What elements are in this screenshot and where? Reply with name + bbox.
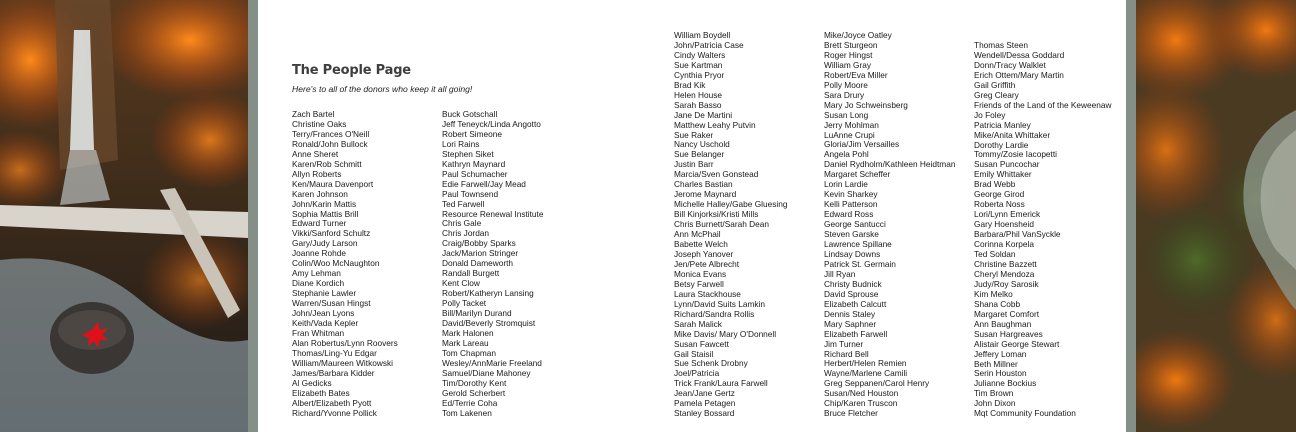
donor-name: Zach Bartel <box>292 109 335 119</box>
donor-name: Bill/Marilyn Durand <box>442 308 512 319</box>
donor-name: Albert/Elizabeth Pyott <box>292 397 372 408</box>
donor-name: Jim Turner <box>824 338 864 349</box>
donor-name: Gerold Scherbert <box>442 387 506 398</box>
donor-name: Emily Whittaker <box>974 169 1032 180</box>
donor-name: Joseph Yanover <box>674 248 734 259</box>
donor-name: Christine Bazzett <box>974 258 1037 269</box>
donor-name: Susan Hargreaves <box>974 328 1043 339</box>
donor-name: William Gray <box>824 59 872 70</box>
donor-name: Michelle Halley/Gabe Gluesing <box>674 199 788 210</box>
donor-name: Bill Kinjorksi/Kristi Mills <box>674 209 759 220</box>
page-border-right <box>1126 0 1136 432</box>
donor-name: Karen/Rob Schmitt <box>292 158 362 169</box>
donor-name: Gloria/Jim Versailles <box>824 139 900 150</box>
people-page <box>258 0 1126 432</box>
donor-name: Chris Gale <box>442 218 482 229</box>
donor-name: Ken/Maura Davenport <box>292 178 374 189</box>
donor-name: Tom Chapman <box>442 347 496 358</box>
donor-name: Alistair George Stewart <box>974 338 1060 349</box>
donor-name: Craig/Bobby Sparks <box>442 238 516 249</box>
donor-column-5 <box>974 41 1111 419</box>
donor-name: Lindsay Downs <box>824 248 881 259</box>
donor-name: Cheryl Mendoza <box>974 268 1035 279</box>
donor-name: Robert/Katheryn Lansing <box>442 288 534 299</box>
donor-name: Thomas Steen <box>974 40 1028 50</box>
donor-name: Monica Evans <box>674 268 727 279</box>
donor-name: Joel/Patricia <box>674 368 720 379</box>
donor-name: Gail Griffith <box>974 79 1016 90</box>
donor-name: Jerry Mohlman <box>824 119 879 130</box>
donor-name: Susan/Ned Houston <box>824 388 899 399</box>
donor-name: Richard/Sandra Rollis <box>674 308 755 319</box>
donor-name: Elizabeth Calcutt <box>824 298 887 309</box>
donor-name: Tommy/Zosie Iacopetti <box>974 149 1057 160</box>
donor-name: Sue Belanger <box>674 149 725 160</box>
donor-name: Thomas/Ling-Yu Edgar <box>292 347 377 358</box>
donor-name: Justin Barr <box>674 159 714 170</box>
donor-name: Patricia Manley <box>974 119 1031 130</box>
donor-name: Tim Brown <box>974 388 1014 399</box>
donor-name: Mike Davis/ Mary O'Donnell <box>674 328 777 339</box>
donor-name: Samuel/Diane Mahoney <box>442 367 531 378</box>
donor-name: Judy/Roy Sarosik <box>974 278 1039 289</box>
donor-name: Julianne Bockius <box>974 378 1037 389</box>
donor-name: Stephanie Lawler <box>292 288 357 299</box>
donor-name: Jo Foley <box>974 109 1006 120</box>
donor-name: Amy Lehman <box>292 268 341 279</box>
donor-name: Daniel Rydholm/Kathleen Heidtman <box>824 159 956 170</box>
donor-name: Cynthia Pryor <box>674 69 725 80</box>
donor-name: Roger Hingst <box>824 49 873 60</box>
donor-name: Mark Lareau <box>442 337 489 348</box>
donor-name: Erich Ottem/Mary Martin <box>974 69 1064 80</box>
page-subtitle: Here's to all of the donors who keep it all going! <box>292 84 473 94</box>
donor-name: Keith/Vada Kepler <box>292 318 359 329</box>
donor-name: Brad Webb <box>974 179 1016 190</box>
donor-name: Lynn/David Suits Lamkin <box>674 298 766 309</box>
donor-name: Elizabeth Bates <box>292 387 350 398</box>
donor-name: Joanne Rohde <box>292 248 346 259</box>
donor-name: Fran Whitman <box>292 327 345 338</box>
donor-name: Friends of the Land of the Keweenaw <box>974 99 1112 110</box>
donor-name: Al Gedicks <box>292 377 332 388</box>
donor-name: Serin Houston <box>974 368 1027 379</box>
donor-name: Beth Millner <box>974 358 1018 369</box>
donor-name: Edward Turner <box>292 218 347 229</box>
donor-name: Tom Lakenen <box>442 407 492 418</box>
donor-name: Herbert/Helen Remien <box>824 358 907 369</box>
donor-name: Colin/Woo McNaughton <box>292 258 380 269</box>
donor-name: Stephen Siket <box>442 148 494 159</box>
donor-name: Kim Melko <box>974 288 1013 299</box>
donor-name: Kathryn Maynard <box>442 158 506 169</box>
donor-name: John/Jean Lyons <box>292 308 355 319</box>
donor-name: Edward Ross <box>824 209 874 220</box>
donor-name: Ted Soldan <box>974 249 1016 260</box>
donor-name: David Sprouse <box>824 288 879 299</box>
donor-name: Greg Seppanen/Carol Henry <box>824 378 930 389</box>
donor-name: Jen/Pete Albrecht <box>674 258 740 269</box>
donor-name: Sarah Basso <box>674 99 722 110</box>
donor-name: Susan Long <box>824 109 869 120</box>
donor-name: Ann Baughman <box>974 318 1032 329</box>
donor-name: Trick Frank/Laura Farwell <box>674 378 768 389</box>
donor-name: Jack/Marion Stringer <box>442 248 519 259</box>
donor-name: Chris Jordan <box>442 228 490 239</box>
donor-name: Christy Budnick <box>824 278 882 289</box>
donor-name: Helen House <box>674 89 722 100</box>
donor-name: Jean/Jane Gertz <box>674 388 735 399</box>
donor-name: Babette Welch <box>674 239 728 250</box>
page-border-left <box>248 0 258 432</box>
donor-name: John Dixon <box>974 398 1016 409</box>
donor-name: Christine Oaks <box>292 118 347 129</box>
donor-name: Jeffery Loman <box>974 348 1027 359</box>
donor-name: Lawrence Spillane <box>824 239 892 250</box>
donor-name: Vikki/Sanford Schultz <box>292 228 371 239</box>
donor-name: Paul Schumacher <box>442 168 508 179</box>
donor-name: James/Barbara Kidder <box>292 367 375 378</box>
donor-name: Mike/Joyce Oatley <box>824 30 892 40</box>
donor-name: Alan Robertus/Lynn Roovers <box>292 337 398 348</box>
donor-name: Randall Burgett <box>442 268 500 279</box>
donor-name: Terry/Frances O'Neill <box>292 128 370 139</box>
donor-name: Kelli Patterson <box>824 199 878 210</box>
donor-name: Lori/Lynn Emerick <box>974 209 1041 220</box>
donor-name: Jane De Martini <box>674 109 733 120</box>
donor-name: Cindy Walters <box>674 49 726 60</box>
donor-name: Resource Renewal Institute <box>442 208 544 219</box>
donor-name: Chip/Karen Truscon <box>824 398 898 409</box>
donor-name: Wesley/AnnMarie Freeland <box>442 357 542 368</box>
donor-name: Gail Staisil <box>674 348 714 359</box>
donor-name: Mqt Community Foundation <box>974 408 1076 419</box>
donor-name: Brett Sturgeon <box>824 39 878 50</box>
donor-name: Roberta Noss <box>974 199 1025 210</box>
donor-name: George Girod <box>974 189 1025 200</box>
donor-name: Shana Cobb <box>974 298 1021 309</box>
donor-name: Paul Townsend <box>442 188 499 199</box>
donor-name: Matthew Leahy Putvin <box>674 119 756 130</box>
donor-name: Sarah Malick <box>674 318 722 329</box>
donor-name: Marcia/Sven Gonstead <box>674 169 759 180</box>
river-gorge-autumn-photo <box>1136 0 1296 432</box>
donor-name: Robert/Eva Miller <box>824 69 888 80</box>
donor-name: Ronald/John Bullock <box>292 138 368 149</box>
donor-name: Kevin Sharkey <box>824 189 878 200</box>
donor-name: Lorin Lardie <box>824 179 868 190</box>
donor-name: John/Patricia Case <box>674 39 744 50</box>
donor-name: Mark Halonen <box>442 327 494 338</box>
donor-name: Patrick St. Germain <box>824 258 896 269</box>
donor-name: Kent Clow <box>442 278 480 289</box>
donor-column-3 <box>674 31 787 419</box>
donor-name: Ann McPhail <box>674 229 721 240</box>
donor-name: Gary Hoensheid <box>974 219 1034 230</box>
waterfall-illustration <box>0 0 248 432</box>
donor-name: Corinna Korpela <box>974 239 1034 250</box>
donor-name: Susan Fawcett <box>674 338 729 349</box>
donor-name: William/Maureen Witkowski <box>292 357 393 368</box>
donor-name: Margaret Scheffer <box>824 169 891 180</box>
donor-name: Robert Simeone <box>442 128 502 139</box>
donor-name: Richard Bell <box>824 348 869 359</box>
donor-name: Mary Saphner <box>824 318 877 329</box>
donor-name: Nancy Uschold <box>674 139 730 150</box>
river-gorge-illustration <box>1136 0 1296 432</box>
donor-name: Jerome Maynard <box>674 189 737 200</box>
donor-name: Tim/Dorothy Kent <box>442 377 507 388</box>
donor-name: Elizabeth Farwell <box>824 328 888 339</box>
donor-name: Stanley Bossard <box>674 408 735 419</box>
donor-name: Steven Garske <box>824 229 879 240</box>
donor-name: Margaret Comfort <box>974 308 1040 319</box>
donor-name: Warren/Susan Hingst <box>292 298 371 309</box>
donor-name: Chris Burnett/Sarah Dean <box>674 219 770 230</box>
donor-name: Sara Drury <box>824 89 865 100</box>
waterfall-autumn-photo <box>0 0 248 432</box>
donor-name: Jill Ryan <box>824 268 856 279</box>
donor-name: Polly Moore <box>824 79 868 90</box>
donor-name: Jeff Teneyck/Linda Angotto <box>442 118 541 129</box>
donor-name: Donn/Tracy Walklet <box>974 59 1046 70</box>
donor-name: Wendell/Dessa Goddard <box>974 49 1065 60</box>
donor-name: Ed/Terrie Coha <box>442 397 498 408</box>
donor-name: LuAnne Crupi <box>824 129 875 140</box>
donor-column-2 <box>442 110 543 419</box>
donor-column-1 <box>292 110 398 419</box>
donor-name: Karen Johnson <box>292 188 348 199</box>
donor-name: Anne Sheret <box>292 148 339 159</box>
donor-name: George Santucci <box>824 219 886 230</box>
donor-name: Wayne/Marlene Camili <box>824 368 908 379</box>
donor-name: Donald Dameworth <box>442 258 514 269</box>
donor-name: Allyn Roberts <box>292 168 342 179</box>
donor-name: William Boydell <box>674 30 731 40</box>
donor-name: Buck Gotschall <box>442 109 498 119</box>
donor-name: Angela Pohl <box>824 149 869 160</box>
donor-name: Susan Puncochar <box>974 159 1040 170</box>
donor-name: Barbara/Phil VanSyckle <box>974 229 1061 240</box>
donor-name: Sophia Mattis Brill <box>292 208 359 219</box>
donor-name: Brad Kik <box>674 79 706 90</box>
page-title: The People Page <box>292 63 411 78</box>
donor-name: Gary/Judy Larson <box>292 238 358 249</box>
donor-name: Ted Farwell <box>442 198 485 209</box>
donor-name: Polly Tacket <box>442 298 487 309</box>
donor-name: Lori Rains <box>442 138 480 149</box>
donor-name: Sue Kartman <box>674 59 723 70</box>
donor-name: Dorothy Lardie <box>974 139 1029 150</box>
donor-name: Diane Kordich <box>292 278 345 289</box>
donor-name: Mike/Anita Whittaker <box>974 129 1051 140</box>
donor-name: Charles Bastian <box>674 179 733 190</box>
donor-name: Laura Stackhouse <box>674 288 741 299</box>
donor-name: David/Beverly Stromquist <box>442 318 536 329</box>
donor-name: Greg Cleary <box>974 89 1019 100</box>
donor-name: Mary Jo Schweinsberg <box>824 99 908 110</box>
donor-name: Sue Schenk Drobny <box>674 358 748 369</box>
donor-name: Edie Farwell/Jay Mead <box>442 178 526 189</box>
donor-name: Richard/Yvonne Pollick <box>292 407 377 418</box>
donor-name: Betsy Farwell <box>674 278 724 289</box>
donor-name: Bruce Fletcher <box>824 408 878 419</box>
donor-name: Sue Raker <box>674 129 714 140</box>
donor-name: John/Karin Mattis <box>292 198 357 209</box>
donor-name: Pamela Petagen <box>674 398 736 409</box>
donor-column-4 <box>824 31 955 419</box>
donor-name: Dennis Staley <box>824 308 876 319</box>
